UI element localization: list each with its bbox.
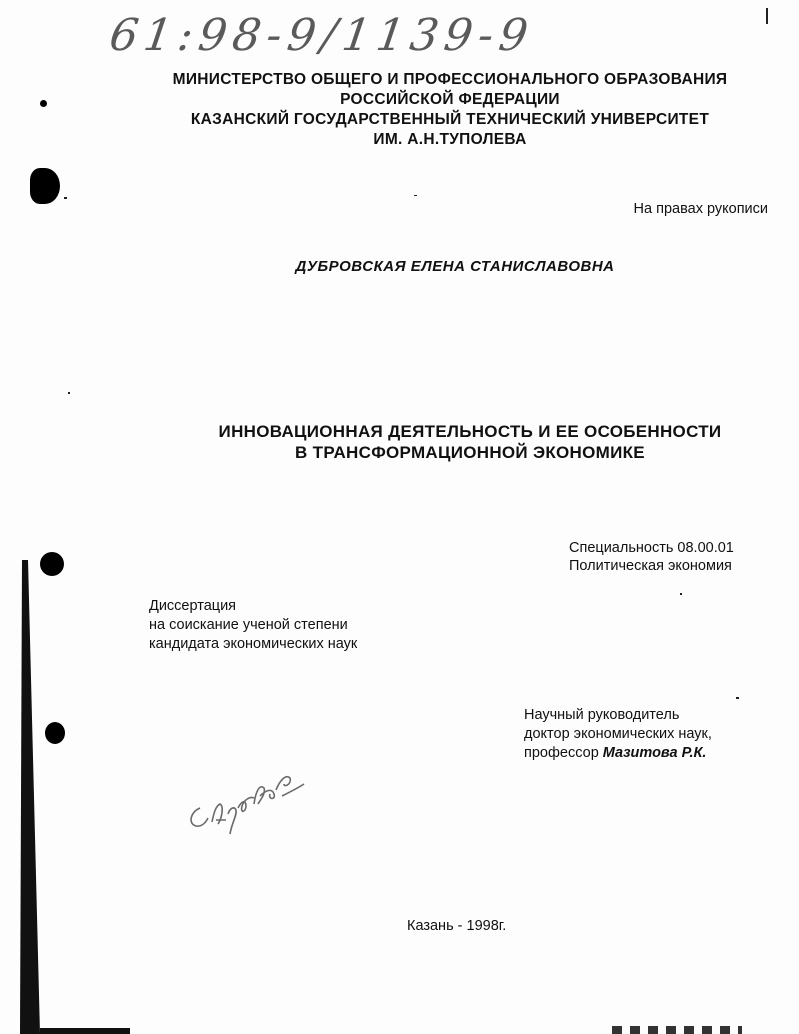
punch-hole-lower (45, 722, 65, 744)
speck (68, 392, 70, 394)
scan-edge-marks (612, 1026, 742, 1034)
speck (414, 195, 417, 196)
supervisor-name: Мазитова Р.К. (602, 745, 707, 761)
degree-line-3: кандидата экономических наук (149, 636, 358, 652)
place-and-year: Казань - 1998г. (407, 918, 507, 934)
degree-block (149, 597, 357, 654)
degree-line-2: на соискание ученой степени (149, 617, 348, 633)
punch-hole-binding (30, 168, 60, 204)
specialty-block (569, 539, 734, 575)
specialty-name: Политическая экономия (569, 558, 732, 574)
header-line-federation: РОССИЙСКОЙ ФЕДЕРАЦИИ (340, 91, 560, 108)
punch-hole-middle (40, 552, 64, 576)
speck (766, 8, 768, 24)
title-line-2: В ТРАНСФОРМАЦИОННОЙ ЭКОНОМИКЕ (295, 443, 645, 462)
header-line-university: КАЗАНСКИЙ ГОСУДАРСТВЕННЫЙ ТЕХНИЧЕСКИЙ УНИВЕРСИТЕТ (190, 111, 710, 128)
dissertation-title (160, 421, 780, 463)
degree-line-1: Диссертация (149, 598, 237, 614)
supervisor-title-line (524, 744, 712, 763)
punch-hole-top (40, 100, 47, 107)
binding-shadow (0, 560, 40, 1034)
supervisor-role: Научный руководитель (524, 707, 680, 723)
scan-edge-mark (40, 1028, 130, 1034)
supervisor-block (524, 706, 712, 763)
handwritten-signature (180, 760, 310, 840)
manuscript-rights-note: На правах рукописи (633, 201, 768, 217)
institution-header (140, 70, 760, 150)
speck (680, 593, 682, 595)
title-line-1: ИННОВАЦИОННАЯ ДЕЯТЕЛЬНОСТЬ И ЕЕ ОСОБЕННОСТИ (218, 422, 722, 441)
header-line-named-after: ИМ. А.Н.ТУПОЛЕВА (373, 131, 527, 148)
specialty-code: Специальность 08.00.01 (569, 540, 734, 556)
handwritten-archive-number: 61:98-9/1139-9 (106, 10, 537, 61)
supervisor-rank: профессор (524, 745, 599, 761)
supervisor-degree: доктор экономических наук, (524, 726, 712, 742)
author-name: ДУБРОВСКАЯ ЕЛЕНА СТАНИСЛАВОВНА (295, 258, 615, 275)
speck (64, 197, 67, 199)
header-line-ministry: МИНИСТЕРСТВО ОБЩЕГО И ПРОФЕССИОНАЛЬНОГО ОБРАЗОВАНИЯ (172, 71, 728, 88)
speck (736, 697, 739, 699)
